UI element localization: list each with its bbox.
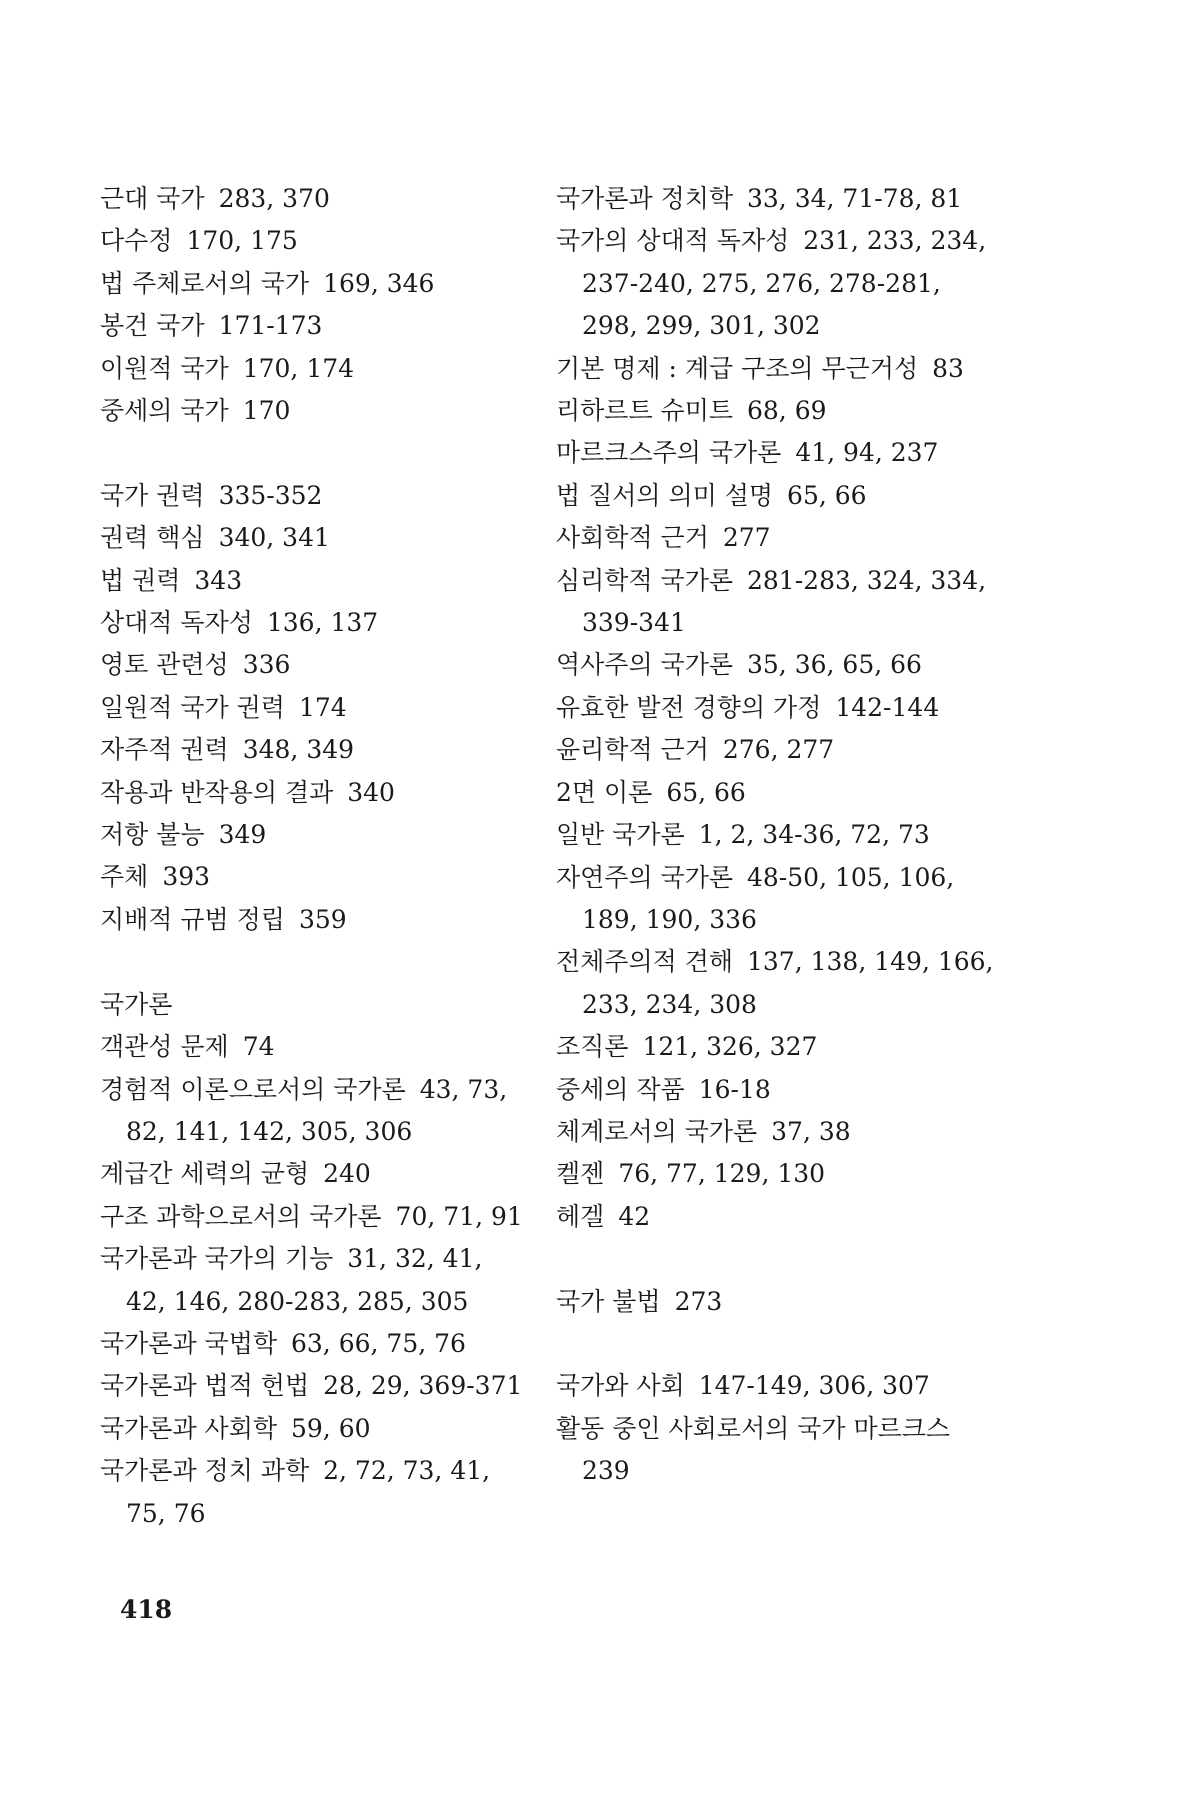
index-entry <box>556 560 996 645</box>
index-term: 저항 불능 <box>100 820 205 850</box>
index-term: 국가론과 정치학 <box>556 184 733 213</box>
index-term: 사회학적 근거 <box>556 523 709 553</box>
index-entry <box>100 602 530 644</box>
index-term: 리하르트 슈미트 <box>556 396 733 426</box>
index-term: 활동 중인 사회로서의 국가 마르크스 <box>556 1413 951 1443</box>
index-entry <box>100 1196 530 1238</box>
index-entry <box>556 1153 996 1195</box>
index-pages: 33, 34, 71-78, 81 <box>747 184 963 213</box>
index-entry <box>100 475 530 517</box>
index-pages: 171-173 <box>218 311 323 341</box>
index-term: 권력 핵심 <box>100 523 205 553</box>
index-term: 헤겔 <box>556 1201 605 1231</box>
index-term: 자주적 권력 <box>100 735 229 765</box>
index-column-left <box>100 178 530 1535</box>
index-entry <box>556 1281 996 1323</box>
index-heading <box>100 984 530 1026</box>
index-pages: 276, 277 <box>722 735 835 765</box>
index-entry <box>556 348 996 390</box>
index-entry <box>556 814 996 856</box>
index-entry <box>100 1026 530 1068</box>
index-term: 국가와 사회 <box>556 1371 685 1401</box>
index-pages: 231, 233, 234, 237-240, 275, 276, 278-281, 298, 299, 301, 302 <box>582 226 987 341</box>
index-entry <box>556 178 996 220</box>
index-term: 기본 명제 : 계급 구조의 무근거성 <box>556 353 919 383</box>
index-term: 작용과 반작용의 결과 <box>100 777 334 807</box>
index-term: 법 질서의 의미 설명 <box>556 480 774 510</box>
index-pages: 2, 72, 73, 41, 75, 76 <box>126 1456 491 1528</box>
index-pages: 63, 66, 75, 76 <box>291 1328 466 1358</box>
index-pages: 170 <box>242 396 291 426</box>
index-pages: 31, 32, 41, 42, 146, 280-283, 285, 305 <box>126 1244 483 1316</box>
index-gap <box>100 432 530 474</box>
index-term: 영토 관련성 <box>100 650 229 680</box>
index-term: 2면 이론 <box>556 777 653 807</box>
index-entry <box>100 560 530 602</box>
index-pages: 240 <box>323 1159 371 1189</box>
index-entry <box>100 263 530 305</box>
index-term: 계급간 세력의 균형 <box>100 1159 310 1189</box>
index-entry <box>556 644 996 686</box>
index-entry <box>100 517 530 559</box>
index-term: 국가의 상대적 독자성 <box>556 226 790 256</box>
page-number: 418 <box>120 1595 173 1624</box>
index-pages: 35, 36, 65, 66 <box>747 650 922 680</box>
index-entry <box>556 1069 996 1111</box>
index-entry <box>556 729 996 771</box>
index-pages: 137, 138, 149, 166, 233, 234, 308 <box>582 947 994 1019</box>
index-term: 역사주의 국가론 <box>556 650 733 680</box>
index-entry <box>100 1323 530 1365</box>
index-term: 유효한 발전 경향의 가정 <box>556 692 822 722</box>
index-entry <box>556 941 996 1026</box>
index-entry <box>556 857 996 942</box>
index-term: 윤리학적 근거 <box>556 735 709 765</box>
index-pages: 340 <box>347 777 395 807</box>
index-pages: 16-18 <box>698 1074 771 1104</box>
index-entry <box>100 814 530 856</box>
index-entry <box>100 348 530 390</box>
index-term: 주체 <box>100 862 149 892</box>
index-term: 전체주의적 견해 <box>556 947 733 977</box>
index-pages: 83 <box>932 353 964 383</box>
index-term: 국가론과 사회학 <box>100 1413 277 1443</box>
index-term: 국가 불법 <box>556 1286 661 1316</box>
index-entry <box>100 305 530 347</box>
index-gap <box>556 1323 996 1365</box>
index-entry <box>100 1365 530 1407</box>
index-entry <box>100 1069 530 1154</box>
index-pages: 65, 66 <box>666 777 746 807</box>
index-entry <box>556 475 996 517</box>
index-entry <box>100 729 530 771</box>
index-pages: 136, 137 <box>266 608 379 638</box>
index-entry <box>556 1365 996 1407</box>
index-pages: 42 <box>618 1201 651 1231</box>
index-pages: 174 <box>298 692 347 722</box>
index-entry <box>100 220 530 262</box>
index-entry <box>100 1238 530 1323</box>
index-term: 국가 권력 <box>100 480 205 510</box>
index-pages: 1, 2, 34-36, 72, 73 <box>698 820 930 850</box>
index-term: 근대 국가 <box>100 184 205 213</box>
index-term: 일반 국가론 <box>556 820 685 850</box>
index-pages: 28, 29, 369-371 <box>323 1371 523 1401</box>
index-pages: 121, 326, 327 <box>642 1032 818 1062</box>
index-entry <box>556 1408 996 1493</box>
index-entry <box>556 432 996 474</box>
index-pages: 283, 370 <box>218 184 330 213</box>
index-entry <box>556 390 996 432</box>
index-pages: 48-50, 105, 106, 189, 190, 336 <box>582 862 955 934</box>
index-entry <box>100 899 530 941</box>
index-entry <box>100 644 530 686</box>
index-pages: 359 <box>298 904 347 934</box>
index-term: 경험적 이론으로서의 국가론 <box>100 1074 406 1104</box>
index-pages: 277 <box>722 523 771 553</box>
index-pages: 41, 94, 237 <box>795 438 939 468</box>
index-term: 지배적 규범 정립 <box>100 904 285 934</box>
index-term: 국가론과 정치 과학 <box>100 1456 310 1486</box>
index-entry <box>100 1408 530 1450</box>
index-term: 이원적 국가 <box>100 353 229 383</box>
index-term: 심리학적 국가론 <box>556 565 733 595</box>
index-entry <box>100 772 530 814</box>
index-pages: 239 <box>582 1456 630 1486</box>
index-pages: 393 <box>162 862 211 892</box>
index-entry <box>100 1153 530 1195</box>
index-term: 일원적 국가 권력 <box>100 692 285 722</box>
index-pages: 147-149, 306, 307 <box>698 1371 930 1401</box>
index-pages: 336 <box>242 650 291 680</box>
index-pages: 37, 38 <box>771 1116 851 1146</box>
index-pages: 70, 71, 91 <box>395 1201 523 1231</box>
index-pages: 170, 175 <box>186 226 298 256</box>
index-pages: 273 <box>674 1286 723 1316</box>
index-pages: 170, 174 <box>242 353 355 383</box>
index-entry <box>556 517 996 559</box>
index-term: 국가론 <box>100 989 173 1019</box>
index-term: 구조 과학으로서의 국가론 <box>100 1201 382 1231</box>
index-term: 법 권력 <box>100 565 181 595</box>
index-pages: 65, 66 <box>787 480 867 510</box>
index-pages: 74 <box>242 1032 275 1062</box>
index-entry <box>556 772 996 814</box>
index-entry <box>100 1450 530 1535</box>
index-column-right <box>556 178 996 1493</box>
index-entry <box>100 390 530 432</box>
index-entry <box>556 687 996 729</box>
index-term: 체계로서의 국가론 <box>556 1116 758 1146</box>
index-term: 봉건 국가 <box>100 311 205 341</box>
index-pages: 142-144 <box>835 692 940 722</box>
index-entry <box>556 1111 996 1153</box>
index-entry <box>556 220 996 347</box>
index-entry <box>100 687 530 729</box>
index-term: 법 주체로서의 국가 <box>100 268 310 298</box>
index-term: 켈젠 <box>556 1159 605 1189</box>
index-entry <box>100 856 530 898</box>
index-pages: 169, 346 <box>323 268 435 298</box>
index-pages: 281-283, 324, 334, 339-341 <box>582 565 987 638</box>
index-pages: 349 <box>218 820 267 850</box>
index-entry <box>100 178 530 220</box>
index-gap <box>556 1238 996 1280</box>
index-term: 국가론과 국가의 기능 <box>100 1244 334 1274</box>
index-term: 자연주의 국가론 <box>556 862 733 892</box>
index-entry <box>556 1026 996 1068</box>
index-term: 조직론 <box>556 1032 629 1062</box>
index-term: 국가론과 법적 헌법 <box>100 1371 310 1401</box>
index-pages: 348, 349 <box>242 735 355 765</box>
index-pages: 343 <box>194 565 243 595</box>
index-pages: 335-352 <box>218 480 323 510</box>
index-term: 국가론과 국법학 <box>100 1328 277 1358</box>
index-term: 중세의 국가 <box>100 396 229 426</box>
index-term: 중세의 작품 <box>556 1074 685 1104</box>
index-entry <box>556 1196 996 1238</box>
index-pages: 43, 73, 82, 141, 142, 305, 306 <box>126 1074 508 1146</box>
index-term: 객관성 문제 <box>100 1032 229 1062</box>
index-pages: 59, 60 <box>291 1413 371 1443</box>
index-pages: 68, 69 <box>747 396 827 426</box>
index-pages: 76, 77, 129, 130 <box>618 1159 826 1189</box>
index-term: 상대적 독자성 <box>100 608 253 638</box>
index-pages: 340, 341 <box>218 523 330 553</box>
index-term: 다수정 <box>100 226 173 256</box>
index-gap <box>100 941 530 983</box>
index-term: 마르크스주의 국가론 <box>556 438 782 468</box>
